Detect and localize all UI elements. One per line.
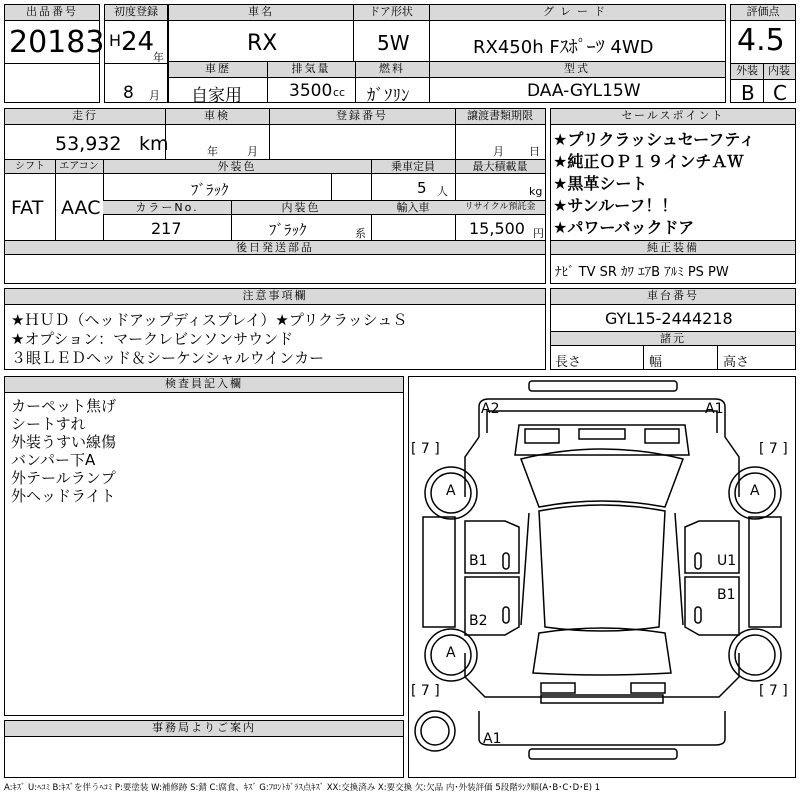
vehicle-details-table (4, 108, 546, 284)
transfer-day-unit: 日 (529, 145, 540, 158)
car-name-label: 車名 (169, 5, 353, 21)
exterior-label: 外装 (731, 64, 763, 80)
car-name: RX (247, 31, 278, 56)
mileage: 53,932 (55, 133, 122, 155)
interior-label: 内装 (763, 64, 795, 80)
mark-bracket-br: [ 7 ] (759, 683, 788, 699)
door-label: ドア形状 (353, 5, 429, 21)
first-registration-cell (104, 4, 168, 103)
first-reg-label: 初度登録 (105, 5, 167, 21)
color-number: 217 (151, 219, 182, 238)
mark-bracket-tr: [ 7 ] (759, 441, 788, 457)
recycle-fee: 15,500 (469, 219, 525, 238)
equipment-label: 純正装備 (551, 241, 795, 255)
month-unit: 月 (149, 89, 160, 102)
mark-door-fr: U1 (717, 553, 737, 569)
lot-number-cell (4, 4, 105, 103)
capacity-label: 乗車定員 (371, 160, 455, 174)
transfer-label: 譲渡書類期限 (455, 109, 545, 125)
grade: RX450h Fｽﾎﾟｰﾂ 4WD (473, 37, 654, 58)
legend: A:ｷｽﾞ U:ﾍｺﾐ B:ｷｽﾞを伴うﾍｺﾐ P:要塗装 W:補修跡 S:錆 C:腐食、ｷｽﾞ G:ﾌﾛﾝﾄｶﾞﾗｽ点ｷｽﾞ XX:交換済み X:要交換 欠:欠品 内･外装評価 5段階ﾗﾝｸ順(A･B･C･D･E) 1 (4, 783, 601, 793)
sales-point-item: ★サンルーフ！！ (553, 196, 678, 215)
import-label: 輸入車 (371, 201, 455, 215)
int-color-label: 内装色 (231, 201, 371, 215)
grade-label: グレード (429, 5, 725, 21)
max-load-label: 最大積載量 (455, 160, 545, 174)
chassis-number: GYL15-2444218 (605, 309, 733, 328)
mileage-label: 走行 (5, 109, 165, 125)
shift: FAT (11, 197, 44, 219)
model-code: DAA-GYL15W (527, 81, 641, 101)
fuel-label: 燃料 (355, 62, 429, 78)
displacement-label: 排気量 (267, 62, 355, 78)
recycle-label: リサイクル預託金 (455, 201, 545, 215)
inspector-box (4, 376, 404, 716)
reg-month: 8 (123, 83, 134, 103)
mark-wheel-fr: A (750, 483, 760, 499)
car-info-block (168, 4, 726, 106)
mark-bracket-bl: [ 7 ] (411, 683, 440, 699)
car-diagram (408, 376, 796, 778)
mileage-unit: km (139, 133, 169, 155)
mark-door-rl: B2 (469, 613, 488, 629)
height-label: 高さ (723, 355, 750, 370)
mark-door-fl: B1 (469, 553, 488, 569)
displacement: 3500 (289, 81, 333, 101)
air-conditioner: AAC (61, 197, 101, 219)
interior-color: ﾌﾞﾗｯｸ (269, 221, 307, 239)
max-load-unit: kg (529, 185, 543, 198)
car-history: 自家用 (191, 86, 242, 106)
inspector-line: 外テールランプ (11, 469, 116, 487)
capacity: 5 (417, 179, 427, 197)
plate-label: 登録番号 (269, 109, 455, 125)
color-no-label: カラーNo. (103, 201, 231, 215)
office-label: 事務局よりご案内 (5, 721, 403, 737)
door-type: 5W (377, 31, 410, 55)
fuel: ｶﾞｿﾘﾝ (367, 86, 410, 106)
inspector-line: バンパー下A (11, 451, 96, 469)
inspector-line: 外装うすい線傷 (11, 433, 117, 451)
width-label: 幅 (649, 355, 663, 370)
inspector-line: 外ヘッドライト (11, 487, 116, 505)
mark-front-left: A2 (481, 401, 500, 417)
reg-year: 24 (121, 27, 155, 57)
length-label: 長さ (555, 355, 582, 370)
capacity-unit: 人 (437, 185, 448, 198)
score: 4.5 (737, 23, 785, 58)
mark-rear: A1 (483, 731, 502, 747)
sales-point-item: ★黒革シート (553, 174, 648, 193)
ext-color-label: 外装色 (103, 160, 371, 174)
sales-point-item: ★パワーバックドア (553, 218, 695, 237)
inspection-label: 車検 (165, 109, 269, 125)
insp-month-unit: 月 (247, 145, 258, 158)
later-parts-label: 後日発送部品 (5, 241, 545, 255)
score-label: 評価点 (731, 5, 795, 21)
chassis-label: 車台番号 (551, 289, 795, 305)
shift-label: シフト (5, 160, 55, 174)
lot-number: 20183 (9, 25, 105, 60)
era: H (109, 31, 122, 50)
specs-label: 諸元 (551, 332, 795, 346)
sales-points-label: セールスポイント (551, 109, 795, 125)
history-label: 車歴 (169, 62, 267, 78)
displacement-unit: cc (333, 86, 346, 99)
sales-points-box (550, 108, 796, 284)
interior-score: C (773, 81, 787, 105)
exterior-color: ﾌﾞﾗｯｸ (191, 181, 229, 199)
recycle-unit: 円 (533, 227, 544, 240)
note-line: ★オプション：マークレビンソンサウンド (11, 330, 294, 348)
mark-door-rr: B1 (717, 587, 736, 603)
mark-wheel-rl: A (446, 645, 456, 661)
year-unit: 年 (153, 51, 164, 64)
mark-wheel-fl: A (446, 483, 456, 499)
mark-front-right: A1 (705, 401, 724, 417)
sales-point-item: ★純正ＯＰ１９インチＡＷ (553, 152, 744, 171)
int-color-unit: 系 (355, 227, 366, 240)
transfer-month-unit: 月 (493, 145, 504, 158)
inspector-line: シートすれ (11, 415, 86, 433)
ac-label: エアコン (55, 160, 103, 174)
mark-bracket-tl: [ 7 ] (411, 441, 440, 457)
insp-year-unit: 年 (207, 145, 218, 158)
header-table (4, 4, 796, 106)
score-cell (730, 4, 796, 103)
model-label: 型式 (429, 62, 725, 78)
inspector-line: カーペット焦げ (11, 397, 117, 415)
equipment-list: ﾅﾋﾞ TV SR ｶﾜ ｴｱB ｱﾙﾐ PS PW (555, 265, 729, 280)
chassis-box (550, 288, 796, 370)
exterior-score: B (741, 81, 755, 105)
inspector-label: 検査員記入欄 (5, 377, 403, 393)
notes-label: 注意事項欄 (5, 289, 545, 305)
lot-no-label: 出品番号 (5, 5, 99, 21)
note-line: ３眼ＬＥＤヘッド＆シーケンシャルウインカー (11, 349, 325, 367)
note-line: ★ＨＵＤ（ヘッドアップディスプレイ）★プリクラッシュＳ (11, 311, 408, 329)
car-outline (409, 377, 795, 777)
sales-point-item: ★プリクラッシュセーフティ (553, 130, 756, 149)
office-box (4, 720, 404, 778)
notes-box (4, 288, 546, 370)
